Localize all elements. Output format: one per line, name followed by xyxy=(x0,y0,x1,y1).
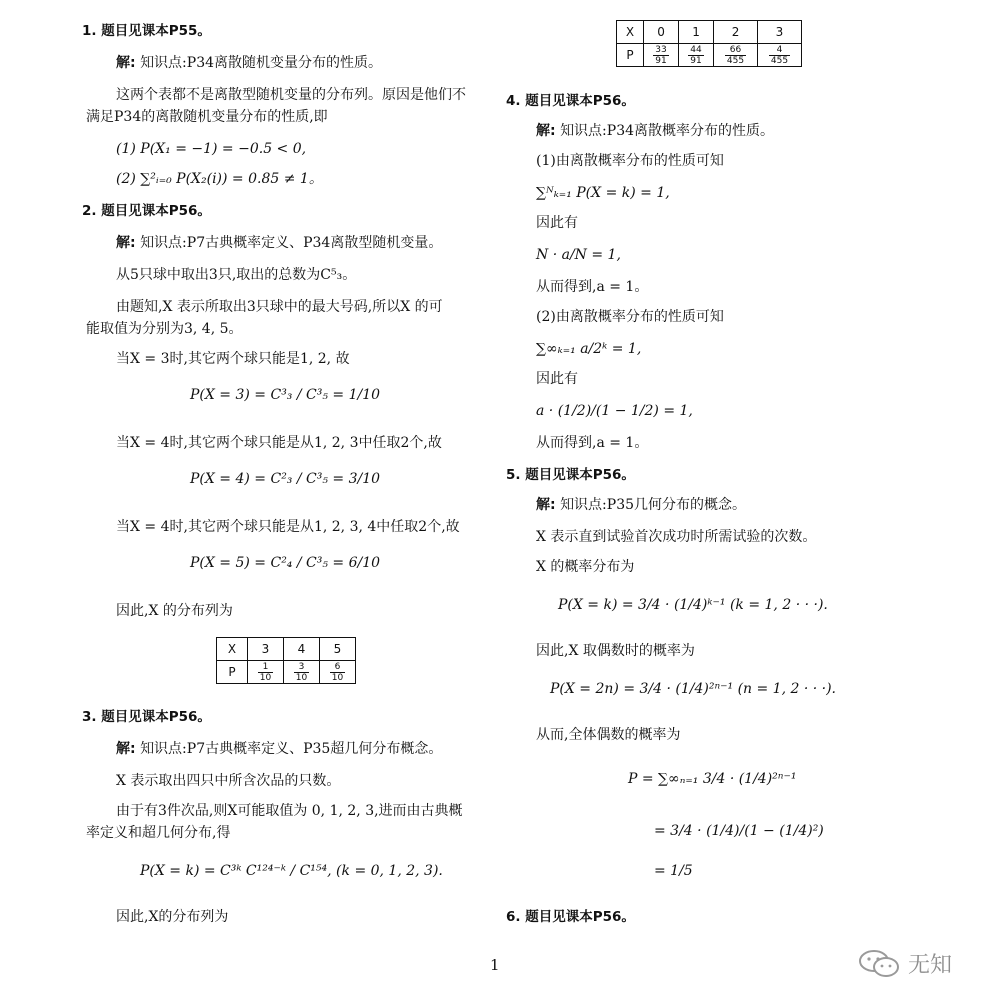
q2-eq1: P(X = 3) = C³₃ / C³₅ = 1/10 xyxy=(190,387,381,403)
table-cell: 4 xyxy=(284,638,320,661)
q4-solution xyxy=(536,122,774,140)
fraction xyxy=(725,45,746,66)
q1-eq1: (1) P(X₁ = −1) = −0.5 < 0, xyxy=(116,141,307,157)
q4-para4: (2)由离散概率分布的性质可知 xyxy=(536,309,724,325)
q1-solution xyxy=(116,54,382,72)
table-cell xyxy=(714,44,758,67)
q3-para4: 因此,X的分布列为 xyxy=(116,909,229,925)
q3-para1: X 表示取出四只中所含次品的只数。 xyxy=(116,773,341,789)
table-header-row xyxy=(617,21,802,44)
q6-title: 6. 题目见课本P56。 xyxy=(506,909,635,925)
q5-eq1: P(X = k) = 3/4 · (1/4)ᵏ⁻¹ (k = 1, 2 · · ·). xyxy=(558,597,828,613)
denominator: 455 xyxy=(770,55,789,66)
q3-solution xyxy=(116,740,442,758)
q3-eq1: P(X = k) = C³ᵏ C¹²⁴⁻ᵏ / C¹⁵⁴, (k = 0, 1, 2, 3). xyxy=(140,863,443,879)
watermark-text: 无知 xyxy=(908,953,953,978)
wechat-bubble-icon xyxy=(858,949,902,979)
table-cell: P xyxy=(217,661,248,684)
fraction xyxy=(294,662,309,683)
q2-para4: 当X = 3时,其它两个球只能是1, 2, 故 xyxy=(116,351,350,367)
q2-para3: 能取值为分别为3, 4, 5。 xyxy=(86,321,243,337)
fraction xyxy=(653,45,668,66)
fraction xyxy=(688,45,703,66)
q2-para2: 由题知,X 表示所取出3只球中的最大号码,所以X 的可 xyxy=(116,299,443,315)
q3-para3: 率定义和超几何分布,得 xyxy=(86,825,231,841)
q5-para4: 从而,全体偶数的概率为 xyxy=(536,727,681,743)
numerator: 6 xyxy=(330,662,345,673)
q4-eq4: a · (1/2)/(1 − 1/2) = 1, xyxy=(536,403,693,419)
fraction xyxy=(769,45,790,66)
numerator: 44 xyxy=(690,44,702,55)
q5-eq3: P = ∑∞ₙ₌₁ 3/4 · (1/4)²ⁿ⁻¹ xyxy=(628,771,797,787)
table-header-row xyxy=(217,638,356,661)
q2-eq2: P(X = 4) = C²₃ / C³₅ = 3/10 xyxy=(190,471,381,487)
table-cell: X xyxy=(217,638,248,661)
table-cell: 5 xyxy=(320,638,356,661)
q1-knowledge: 知识点:P34离散随机变量分布的性质。 xyxy=(140,55,383,71)
q2-para5: 当X = 4时,其它两个球只能是从1, 2, 3中任取2个,故 xyxy=(116,435,442,451)
q5-eq2: P(X = 2n) = 3/4 · (1/4)²ⁿ⁻¹ (n = 1, 2 · · ·). xyxy=(550,681,837,697)
numerator: 66 xyxy=(725,45,746,56)
q1-title: 1. 题目见课本P55。 xyxy=(82,23,211,39)
denominator: 10 xyxy=(295,672,308,683)
q1-para1: 这两个表都不是离散型随机变量的分布列。原因是他们不 xyxy=(116,87,466,103)
table-cell: X xyxy=(617,21,644,44)
q3-title: 3. 题目见课本P56。 xyxy=(82,709,211,725)
q4-para1: (1)由离散概率分布的性质可知 xyxy=(536,153,724,169)
q5-knowledge: 知识点:P35几何分布的概念。 xyxy=(560,497,747,513)
table-row xyxy=(617,44,802,67)
q4-para3: 从而得到,a = 1。 xyxy=(536,279,649,295)
q5-para3: 因此,X 取偶数时的概率为 xyxy=(536,643,695,659)
q2-solution xyxy=(116,234,442,252)
q4-eq3: ∑∞ₖ₌₁ a/2ᵏ = 1, xyxy=(536,341,642,357)
q4-eq2: N · a/N = 1, xyxy=(536,247,621,263)
numerator: 3 xyxy=(294,662,309,673)
numerator: 1 xyxy=(258,662,273,673)
q4-para6: 从而得到,a = 1。 xyxy=(536,435,649,451)
denominator: 10 xyxy=(259,672,272,683)
q4-eq1: ∑ᴺₖ₌₁ P(X = k) = 1, xyxy=(536,185,670,201)
q3-knowledge: 知识点:P7古典概率定义、P35超几何分布概念。 xyxy=(140,741,443,757)
numerator: 33 xyxy=(655,44,667,55)
table-cell: 3 xyxy=(248,638,284,661)
table-cell: 0 xyxy=(644,21,679,44)
solution-label: 解: xyxy=(536,123,556,139)
q3-distribution-table xyxy=(616,20,802,67)
q5-eq5: = 1/5 xyxy=(654,863,693,879)
q2-eq3: P(X = 5) = C²₄ / C³₅ = 6/10 xyxy=(190,555,381,571)
q1-eq2: (2) ∑²ᵢ₌₀ P(X₂(i)) = 0.85 ≠ 1。 xyxy=(116,171,323,187)
table-row xyxy=(217,661,356,684)
denominator: 91 xyxy=(690,55,702,66)
table-cell xyxy=(320,661,356,684)
q1-para2: 满足P34的离散随机变量分布的性质,即 xyxy=(86,109,328,125)
table-cell xyxy=(679,44,714,67)
q4-para5: 因此有 xyxy=(536,371,578,387)
table-cell: 1 xyxy=(679,21,714,44)
q5-solution xyxy=(536,496,746,514)
watermark xyxy=(858,948,952,979)
q2-knowledge: 知识点:P7古典概率定义、P34离散型随机变量。 xyxy=(140,235,443,251)
numerator: 4 xyxy=(769,45,790,56)
q4-para2: 因此有 xyxy=(536,215,578,231)
fraction xyxy=(258,662,273,683)
table-cell xyxy=(284,661,320,684)
table-cell: 2 xyxy=(714,21,758,44)
table-cell xyxy=(644,44,679,67)
denominator: 10 xyxy=(331,672,344,683)
q5-title: 5. 题目见课本P56。 xyxy=(506,467,635,483)
solution-label: 解: xyxy=(116,55,136,71)
denominator: 455 xyxy=(726,55,745,66)
table-cell: 3 xyxy=(758,21,802,44)
q3-para2: 由于有3件次品,则X可能取值为 0, 1, 2, 3,进而由古典概 xyxy=(116,803,463,819)
solution-label: 解: xyxy=(536,497,556,513)
q5-para1: X 表示直到试验首次成功时所需试验的次数。 xyxy=(536,529,817,545)
q2-para6: 当X = 4时,其它两个球只能是从1, 2, 3, 4中任取2个,故 xyxy=(116,519,460,535)
table-cell xyxy=(248,661,284,684)
fraction xyxy=(330,662,345,683)
solution-label: 解: xyxy=(116,741,136,757)
table-cell xyxy=(758,44,802,67)
table-cell: P xyxy=(617,44,644,67)
q5-para2: X 的概率分布为 xyxy=(536,559,635,575)
denominator: 91 xyxy=(655,55,667,66)
q5-eq4: = 3/4 · (1/4)/(1 − (1/4)²) xyxy=(654,823,824,839)
solution-label: 解: xyxy=(116,235,136,251)
q2-title: 2. 题目见课本P56。 xyxy=(82,203,211,219)
q2-para1: 从5只球中取出3只,取出的总数为C⁵₃。 xyxy=(116,267,357,283)
q2-distribution-table xyxy=(216,637,356,684)
q2-para7: 因此,X 的分布列为 xyxy=(116,603,233,619)
page-number: 1 xyxy=(490,956,500,974)
q4-title: 4. 题目见课本P56。 xyxy=(506,93,635,109)
q4-knowledge: 知识点:P34离散概率分布的性质。 xyxy=(560,123,775,139)
